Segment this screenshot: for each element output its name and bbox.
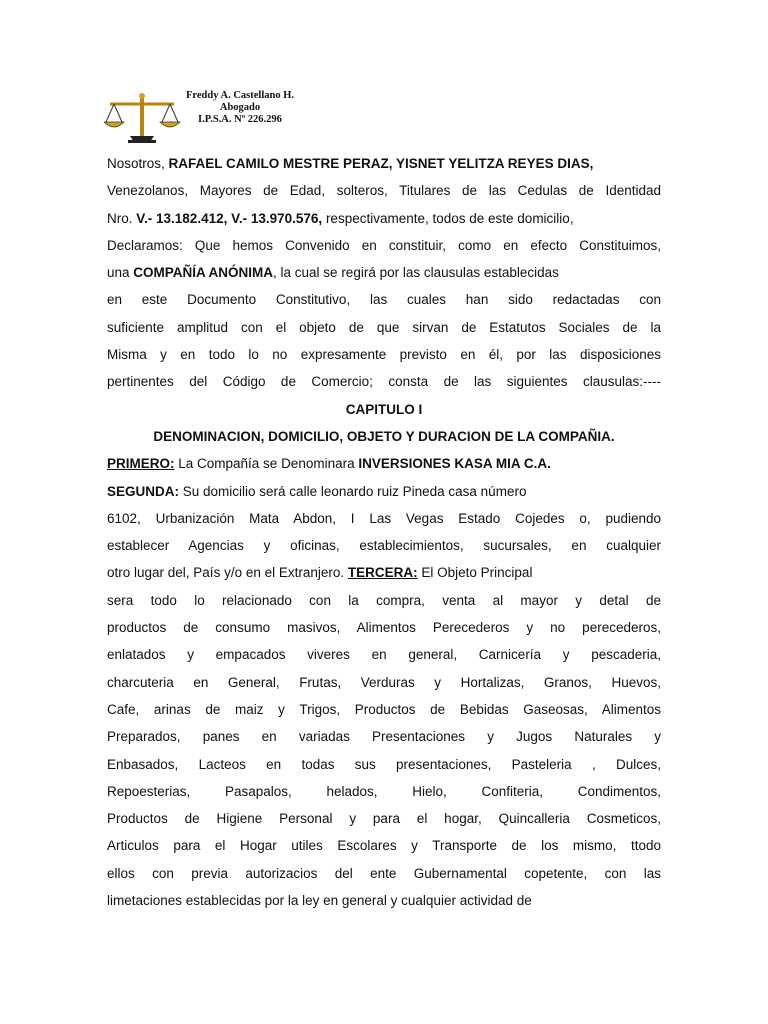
text-run: Nro.	[107, 210, 137, 226]
chapter-heading	[107, 396, 661, 423]
text-line	[107, 450, 661, 477]
company-name: INVERSIONES KASA MIA C.A.	[358, 456, 551, 472]
text-line: Preparados, panes en variadas Presentaciones y Jugos Naturales y	[107, 729, 661, 745]
chapter-title: DENOMINACION, DOMICILIO, OBJETO Y DURACION DE LA COMPAÑIA.	[153, 428, 615, 444]
text-line: limetaciones establecidas por la ley en general y cualquier actividad de	[107, 893, 532, 909]
text-run: , la cual se regirá por las clausulas establecidas	[273, 265, 559, 281]
text-line: charcuteria en General, Frutas, Verduras y Hortalizas, Granos, Huevos,	[107, 674, 661, 690]
text-line: Venezolanos, Mayores de Edad, solteros, Titulares de las Cedulas de Identidad	[107, 183, 661, 199]
text-line: establecer Agencias y oficinas, establecimientos, sucursales, en cualquier	[107, 538, 661, 554]
text-line	[107, 205, 661, 232]
text-line: ellos con previa autorizacios del ente Gubernamental copetente, con las	[107, 865, 661, 881]
text-line: enlatados y empacados viveres en general, Carnicería y pescaderia,	[107, 647, 661, 663]
company-type: COMPAÑÍA ANÓNIMA	[133, 265, 274, 281]
party-names: RAFAEL CAMILO MESTRE PERAZ, YISNET YELITZA REYES DIAS,	[168, 156, 594, 171]
text-run: Su domicilio será calle leonardo ruiz Pineda casa número	[179, 483, 527, 499]
chapter-title-line	[107, 423, 661, 450]
letterhead	[104, 90, 364, 150]
clause-label-primero: PRIMERO:	[107, 456, 175, 472]
clause-label-tercera: TERCERA:	[347, 565, 418, 581]
text-line: Productos de Higiene Personal y para el hogar, Quincalleria Cosmeticos,	[107, 811, 661, 827]
text-line	[107, 150, 661, 177]
lawyer-name: Freddy A. Castellano H.	[185, 90, 295, 101]
text-line: Cafe, arinas de maiz y Trigos, Productos de Bebidas Gaseosas, Alimentos	[107, 701, 661, 717]
text-line: Enbasados, Lacteos en todas sus presentaciones, Pasteleria , Dulces,	[107, 756, 661, 772]
chapter-number: CAPITULO I	[345, 401, 423, 417]
text-line: en este Documento Constitutivo, las cuales han sido redactadas con	[107, 292, 661, 308]
lawyer-title: Abogado	[219, 102, 261, 113]
text-line: productos de consumo masivos, Alimentos Perecederos y no perecederos,	[107, 620, 661, 636]
text-line: 6102, Urbanización Mata Abdon, I Las Vegas Estado Cojedes o, pudiendo	[107, 510, 661, 526]
id-numbers: V.- 13.182.412, V.- 13.970.576,	[136, 210, 323, 226]
text-line: Articulos para el Hogar utiles Escolares y Transporte de los mismo, ttodo	[107, 838, 661, 854]
text-run: respectivamente, todos de este domicilio,	[322, 210, 574, 226]
text-line	[107, 478, 661, 505]
lawyer-ipsa: I.P.S.A. Nº 226.296	[198, 114, 282, 125]
text-run: El Objeto Principal	[417, 565, 533, 581]
text-line: pertinentes del Código de Comercio; consta de las siguientes clausulas:----	[107, 374, 661, 390]
clause-label-segunda: SEGUNDA:	[107, 483, 180, 499]
text-line: suficiente amplitud con el objeto de que sirvan de Estatutos Sociales de la	[107, 319, 661, 335]
lawyer-info	[164, 90, 316, 126]
text-line	[107, 559, 661, 586]
text-run: una	[107, 265, 134, 281]
text-run: La Compañía se Denominara	[174, 456, 359, 472]
text-line: Repoesterias, Pasapalos, helados, Hielo, Confiteria, Condimentos,	[107, 783, 661, 799]
text-run: otro lugar del, País y/o en el Extranjero.	[107, 565, 348, 581]
text-run: Nosotros,	[107, 156, 169, 171]
text-line: Declaramos: Que hemos Convenido en constituir, como en efecto Constituimos,	[107, 237, 661, 253]
text-line: Misma y en todo lo no expresamente previsto en él, por las disposiciones	[107, 347, 661, 363]
document-body	[107, 150, 661, 914]
text-line	[107, 259, 661, 286]
text-line: sera todo lo relacionado con la compra, venta al mayor y detal de	[107, 592, 661, 608]
